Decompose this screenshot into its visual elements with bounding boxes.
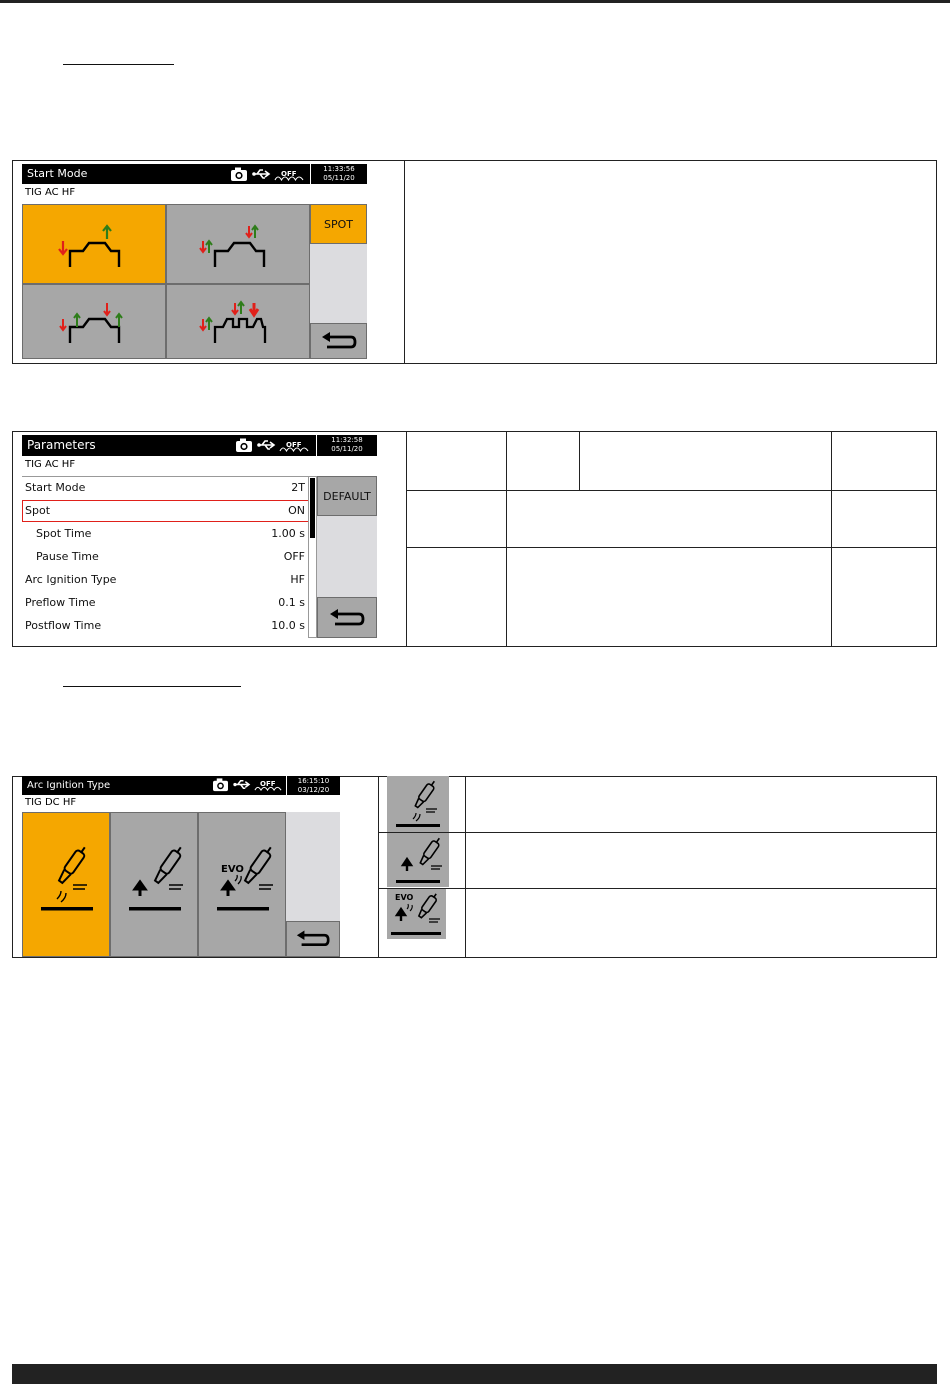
param-value: OFF — [283, 550, 305, 563]
usb-icon — [233, 777, 252, 792]
clock-time: 11:33:56 — [323, 165, 355, 173]
side-panel — [310, 244, 367, 323]
screen-title: Parameters — [27, 438, 96, 452]
back-button[interactable] — [286, 921, 340, 957]
param-label: Spot — [25, 504, 51, 517]
table-divider — [378, 776, 379, 958]
section-heading-underline — [63, 64, 174, 65]
back-arrow-icon — [319, 330, 359, 352]
evo-ignition-icon-cell — [387, 889, 446, 939]
cooling-off-label: OFF — [281, 170, 297, 178]
param-label: Start Mode — [25, 481, 86, 494]
torch-hf-icon — [387, 776, 449, 832]
param-label: Pause Time — [36, 550, 99, 563]
clock-time: 16:15:10 — [297, 777, 330, 785]
default-button[interactable]: DEFAULT — [317, 476, 377, 516]
section-heading-underline — [63, 686, 241, 687]
torch-evo-icon — [387, 889, 446, 939]
param-row-preflow-time[interactable] — [22, 592, 309, 614]
param-label: Preflow Time — [25, 596, 96, 609]
water-cooling-icon — [254, 777, 282, 794]
start-mode-2t-button[interactable] — [22, 204, 166, 284]
hf-ignition-icon-cell — [387, 776, 449, 832]
start-mode-bilevel-button[interactable] — [166, 284, 310, 359]
param-row-pause-time[interactable] — [22, 546, 309, 568]
torch-lift-icon — [111, 813, 199, 957]
clock — [286, 776, 340, 795]
param-row-start-mode[interactable] — [22, 477, 309, 499]
param-label: Arc Ignition Type — [25, 573, 117, 586]
ignition-lift-button[interactable] — [110, 812, 198, 957]
param-row-spot[interactable] — [22, 500, 309, 522]
cooling-off-label: OFF — [260, 780, 276, 788]
back-button[interactable] — [310, 323, 367, 359]
bilevel-cycle-icon — [167, 285, 311, 359]
param-value: 2T — [291, 481, 305, 494]
param-row-postflow-time[interactable] — [22, 615, 309, 637]
screen-title: Arc Ignition Type — [27, 780, 111, 791]
side-panel — [286, 812, 340, 921]
process-mode: TIG DC HF — [25, 797, 77, 808]
table-row-divider — [378, 888, 937, 889]
clock-date: 05/11/20 — [323, 174, 355, 182]
water-cooling-icon — [279, 437, 309, 455]
torch-lift-icon — [387, 833, 449, 887]
title-bar — [22, 776, 340, 795]
param-row-spot-time[interactable] — [22, 523, 309, 545]
table-divider — [465, 776, 466, 958]
table-row-divider — [406, 547, 937, 548]
table-divider — [506, 431, 507, 647]
start-mode-4t-repeat-button[interactable] — [22, 284, 166, 359]
param-value: 1.00 s — [271, 527, 305, 540]
top-rule — [0, 0, 950, 3]
table-divider — [579, 431, 580, 490]
clock-date: 03/12/20 — [297, 786, 330, 794]
param-value: 0.1 s — [278, 596, 305, 609]
evo-label: EVO — [221, 864, 244, 875]
back-arrow-icon — [327, 607, 367, 629]
start-mode-4t-button[interactable] — [166, 204, 310, 284]
back-arrow-icon — [294, 928, 332, 950]
scrollbar[interactable] — [308, 476, 317, 638]
usb-icon — [252, 166, 272, 182]
ignition-hf-button[interactable] — [22, 812, 110, 957]
scrollbar-thumb[interactable] — [310, 478, 315, 538]
ignition-evo-button[interactable] — [198, 812, 286, 957]
footer-bar — [12, 1364, 937, 1384]
cooling-off-label: OFF — [286, 441, 302, 449]
2t-cycle-icon — [23, 205, 167, 285]
torch-hf-icon — [23, 813, 111, 957]
table-row-divider — [406, 490, 937, 491]
screen-title: Start Mode — [27, 167, 88, 180]
title-bar — [22, 435, 377, 456]
clock — [310, 164, 367, 184]
table-row-divider — [378, 832, 937, 833]
lift-ignition-icon-cell — [387, 833, 449, 887]
parameter-list — [22, 476, 309, 638]
param-label: Spot Time — [36, 527, 92, 540]
param-row-arc-ignition-type[interactable] — [22, 569, 309, 591]
clock-time: 11:32:58 — [331, 436, 363, 444]
usb-icon — [257, 437, 277, 453]
water-cooling-icon — [274, 166, 304, 184]
clock — [316, 435, 377, 456]
evo-label: EVO — [395, 893, 414, 902]
param-label: Postflow Time — [25, 619, 102, 632]
table-divider — [404, 160, 405, 364]
process-mode: TIG AC HF — [25, 187, 76, 198]
clock-date: 05/11/20 — [331, 445, 363, 453]
parameters-screen — [22, 435, 377, 638]
back-button[interactable] — [317, 597, 377, 638]
process-mode: TIG AC HF — [25, 459, 76, 470]
camera-icon — [235, 437, 253, 453]
param-value: 10.0 s — [271, 619, 305, 632]
torch-evo-icon — [199, 813, 287, 957]
4t-special-cycle-icon — [23, 285, 167, 359]
table-divider — [406, 431, 407, 647]
title-bar — [22, 164, 367, 184]
start-mode-screen — [22, 164, 367, 359]
camera-icon — [212, 777, 229, 792]
spot-button[interactable]: SPOT — [310, 204, 367, 244]
camera-icon — [230, 166, 248, 182]
side-panel — [317, 516, 377, 597]
param-value: HF — [290, 573, 305, 586]
param-value: ON — [288, 504, 305, 517]
4t-cycle-icon — [167, 205, 311, 285]
arc-ignition-screen — [22, 776, 340, 957]
table-divider — [831, 431, 832, 647]
